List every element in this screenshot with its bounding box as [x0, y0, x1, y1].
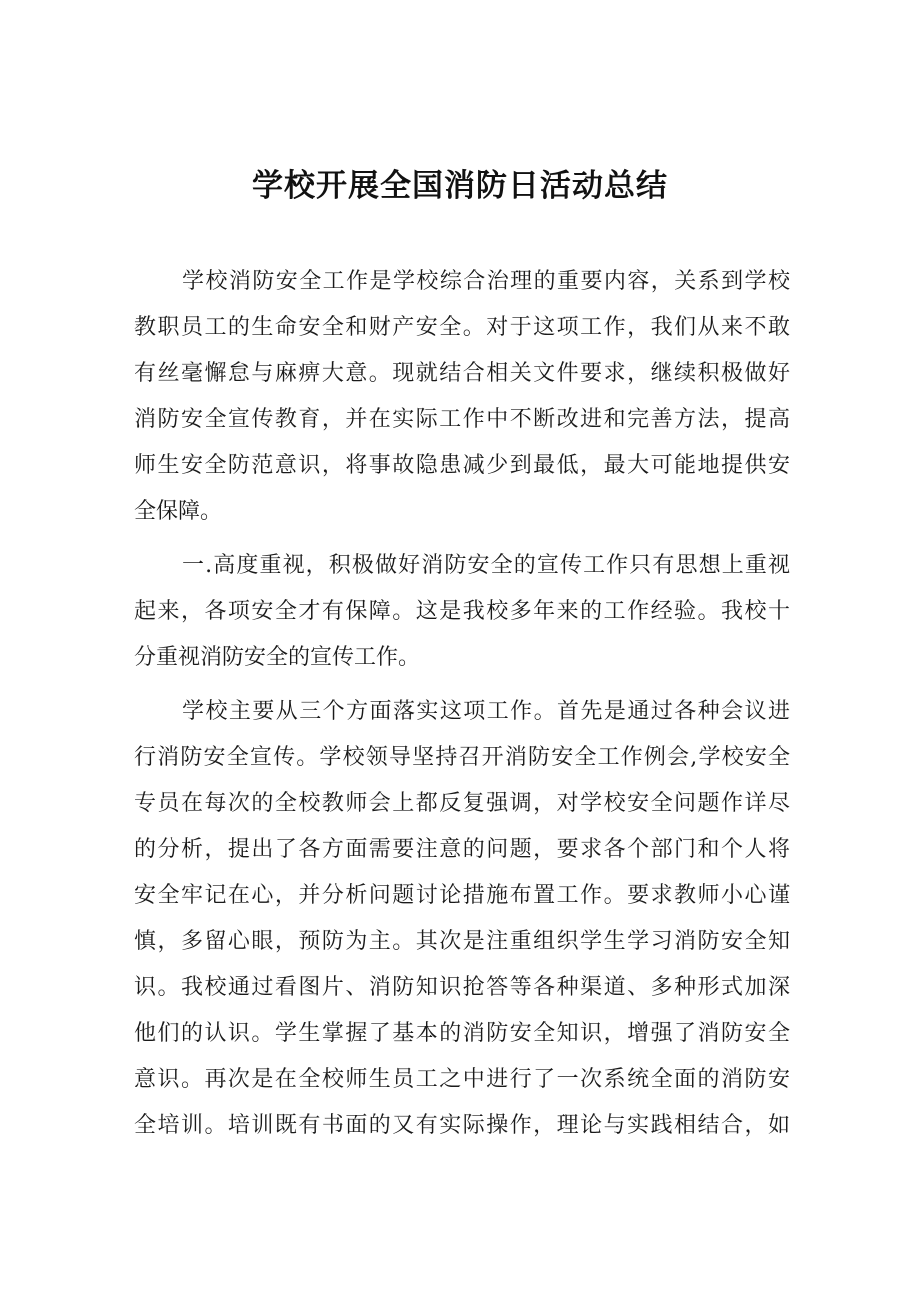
body-line: [0, 305, 920, 351]
body-line-text: 教职员工的生命安全和财产安全。对于这项工作，我们从来不敢: [134, 315, 790, 340]
body-line-text: 有丝毫懈怠与麻痹大意。现就结合相关文件要求，继续积极做好: [134, 361, 790, 386]
body-line: [0, 1057, 920, 1103]
body-line-text: 一.高度重视，积极做好消防安全的宣传工作只有思想上重视: [182, 553, 790, 578]
body-line-text: 消防安全宣传教育，并在实际工作中不断改进和完善方法，提高: [134, 407, 790, 432]
document-title: 学校开展全国消防日活动总结: [252, 168, 668, 204]
body-line-text: 起来，各项安全才有保障。这是我校多年来的工作经验。我校十: [134, 599, 790, 624]
body-line-text: 的分析，提出了各方面需要注意的问题，要求各个部门和个人将: [134, 837, 790, 862]
body-line-text: 全培训。培训既有书面的又有实际操作，理论与实践相结合，如: [134, 1113, 790, 1138]
body-line: [0, 735, 920, 781]
body-line-text: 安全牢记在心，并分析问题讨论措施布置工作。要求教师小心谨: [134, 883, 790, 908]
body-line-text: 学校主要从三个方面落实这项工作。首先是通过各种会议进: [182, 699, 790, 724]
body-line: [0, 443, 920, 489]
body-line: [0, 919, 920, 965]
body-line: [0, 965, 920, 1011]
body-line: [0, 873, 920, 919]
body-line-text: 分重视消防安全的宣传工作。: [134, 645, 421, 670]
body-line-text: 意识。再次是在全校师生员工之中进行了一次系统全面的消防安: [134, 1067, 790, 1092]
body-line: [0, 827, 920, 873]
body-line-text: 行消防安全宣传。学校领导坚持召开消防安全工作例会,学校安全: [134, 745, 790, 770]
body-line: [0, 781, 920, 827]
body-line: [0, 397, 920, 443]
body-line: [0, 1103, 920, 1149]
body-line: [0, 635, 920, 681]
body-line-text: 他们的认识。学生掌握了基本的消防安全知识，增强了消防安全: [134, 1021, 790, 1046]
body-line: [0, 351, 920, 397]
body-line: [0, 259, 920, 305]
body-line-text: 学校消防安全工作是学校综合治理的重要内容，关系到学校: [182, 269, 790, 294]
body-line-text: 慎，多留心眼，预防为主。其次是注重组织学生学习消防安全知: [134, 929, 790, 954]
body-line: [0, 543, 920, 589]
body-line-text: 识。我校通过看图片、消防知识抢答等各种渠道、多种形式加深: [134, 975, 790, 1000]
body-line-text: 专员在每次的全校教师会上都反复强调，对学校安全问题作详尽: [134, 791, 790, 816]
body-line: [0, 589, 920, 635]
body-line: [0, 1011, 920, 1057]
body-line: [0, 489, 920, 535]
body-line: [0, 689, 920, 735]
body-line-text: 师生安全防范意识，将事故隐患减少到最低，最大可能地提供安: [134, 453, 790, 478]
body-line-text: 全保障。: [134, 499, 223, 524]
